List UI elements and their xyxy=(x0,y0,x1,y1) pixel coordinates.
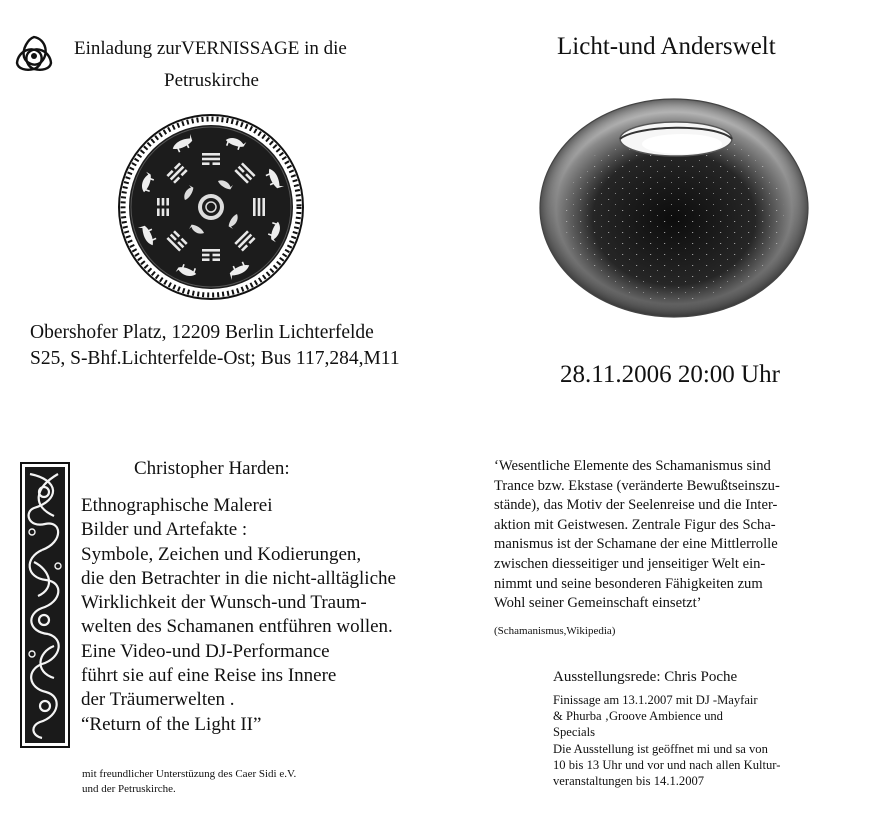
triquetra-knot-icon xyxy=(12,33,56,73)
description-line: Symbole, Zeichen und Kodierungen, xyxy=(81,543,362,565)
description-line: Wirklichkeit der Wunsch-und Traum- xyxy=(81,592,367,614)
quote-line: zwischen diesseitiger und jenseitiger Welt ein- xyxy=(494,555,766,572)
exhibition-datetime: 28.11.2006 20:00 Uhr xyxy=(560,361,780,388)
opening-speech: Ausstellungsrede: Chris Poche xyxy=(553,669,738,685)
artist-description xyxy=(81,494,396,737)
address-block xyxy=(30,320,400,372)
description-line: Ethnographische Malerei xyxy=(81,495,273,516)
details-line: Die Ausstellung ist geöffnet mi und sa von xyxy=(553,741,768,756)
support-line-1: mit freundlicher Unterstüzung des Caer Sidi e.V. xyxy=(82,768,297,780)
description-line: die den Betrachter in die nicht-alltägliche xyxy=(81,567,396,589)
address-line-2: S25, S-Bhf.Lichterfelde-Ost; Bus 117,284,M11 xyxy=(30,348,400,369)
details-line: Finissage am 13.1.2007 mit DJ -Mayfair xyxy=(553,693,758,707)
quote-source: (Schamanismus,Wikipedia) xyxy=(494,625,616,637)
zodiac-trigram-disc-illustration xyxy=(117,113,305,301)
shamanism-quote xyxy=(494,457,780,614)
exhibition-title: Licht-und Anderswelt xyxy=(557,33,776,60)
details-line: Specials xyxy=(553,725,595,740)
support-note xyxy=(82,767,296,797)
quote-line: Trance bzw. Ekstase (veränderte Bewußtseinszu- xyxy=(494,477,780,494)
exhibition-details xyxy=(553,692,780,789)
invitation-line-1: Einladung zurVERNISSAGE in die xyxy=(74,38,347,59)
description-line: “Return of the Light II” xyxy=(81,713,262,735)
quote-line: ‘Wesentliche Elemente des Schamanismus sind xyxy=(494,458,771,474)
quote-line: stände), das Motiv der Seelenreise und die Inter- xyxy=(494,497,778,514)
quote-line: nimmt und seine besonderen Fähigkeiten zum xyxy=(494,575,763,592)
crystal-sphere-illustration xyxy=(536,97,812,319)
support-line-2: und der Petruskirche. xyxy=(82,783,176,795)
quote-line: Wohl seiner Gemeinschaft einsetzt’ xyxy=(494,595,702,612)
details-line: & Phurba ‚Groove Ambience und xyxy=(553,709,723,724)
description-line: führt sie auf eine Reise ins Innere xyxy=(81,665,337,687)
address-line-1: Obershofer Platz, 12209 Berlin Lichterfelde xyxy=(30,322,374,343)
description-line: Eine Video-und DJ-Performance xyxy=(81,640,330,662)
ornamental-initial-letter xyxy=(20,462,70,748)
invitation-line-2: Petruskirche xyxy=(164,70,259,91)
artist-name: Christopher Harden: xyxy=(134,458,290,479)
quote-line: aktion mit Geistwesen. Zentrale Figur des Scha- xyxy=(494,516,776,533)
description-line: der Träumerwelten . xyxy=(81,689,235,711)
quote-line: manismus ist der Schamane der eine Mittlerrolle xyxy=(494,536,778,553)
description-line: Bilder und Artefakte : xyxy=(81,519,248,541)
description-line: welten des Schamanen entführen wollen. xyxy=(81,616,393,638)
details-line: 10 bis 13 Uhr und vor und nach allen Kultur- xyxy=(553,757,781,772)
details-line: veranstaltungen bis 14.1.2007 xyxy=(553,774,705,789)
